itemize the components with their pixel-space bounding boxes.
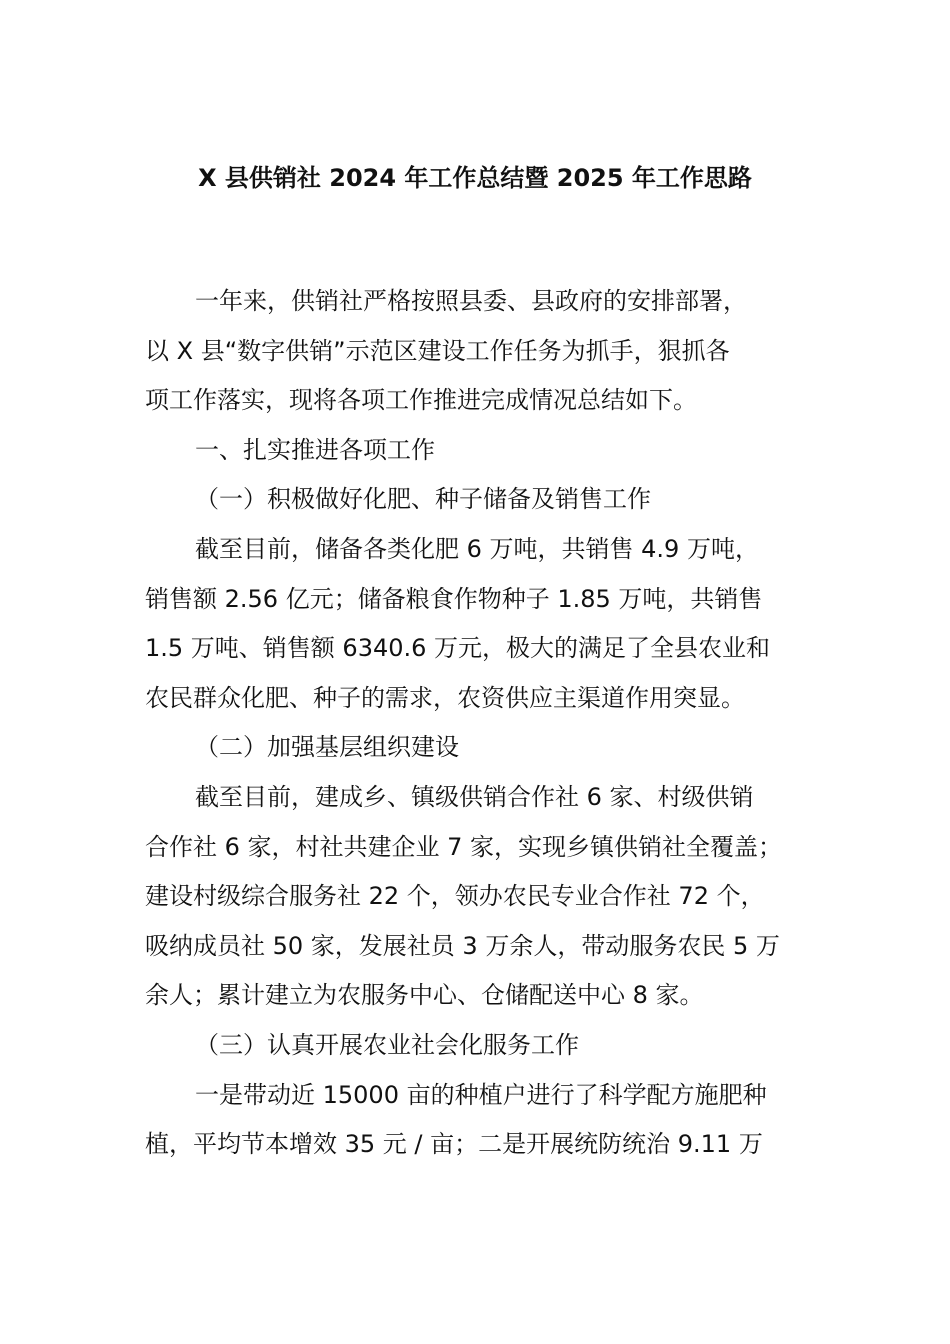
body-line-2: 以 X 县“数字供销”示范区建设工作任务为抓手，狠抓各 [145, 336, 730, 365]
document-body [145, 277, 845, 1170]
body-line-14: 吸纳成员社 50 家，发展社员 3 万余人，带动服务农民 5 万 [145, 931, 780, 960]
document-title: X 县供销社 2024 年工作总结暨 2025 年工作思路 [198, 164, 752, 192]
subsection-heading-2: （二）加强基层组织建设 [195, 733, 459, 762]
subsection-heading-3: （三）认真开展农业社会化服务工作 [195, 1030, 579, 1059]
body-line-11: 截至目前，建成乡、镇级供销合作社 6 家、村级供销 [195, 782, 754, 811]
body-line-18: 植，平均节本增效 35 元 / 亩；二是开展统防统治 9.11 万 [145, 1130, 763, 1159]
body-line-8: 1.5 万吨、销售额 6340.6 万元，极大的满足了全县农业和 [145, 634, 771, 663]
body-line-13: 建设村级综合服务社 22 个，领办农民专业合作社 72 个， [145, 882, 765, 911]
body-line-1: 一年来，供销社严格按照县委、县政府的安排部署， [195, 287, 747, 315]
section-heading-1: 一、扎实推进各项工作 [195, 435, 435, 464]
body-line-6: 截至目前，储备各类化肥 6 万吨，共销售 4.9 万吨， [195, 534, 759, 563]
body-line-9: 农民群众化肥、种子的需求，农资供应主渠道作用突显。 [145, 683, 745, 712]
body-line-7: 销售额 2.56 亿元；储备粮食作物种子 1.85 万吨，共销售 [145, 584, 763, 613]
body-line-3: 项工作落实，现将各项工作推进完成情况总结如下。 [145, 386, 697, 415]
body-line-17: 一是带动近 15000 亩的种植户进行了科学配方施肥种 [195, 1080, 767, 1109]
body-line-12: 合作社 6 家，村社共建企业 7 家，实现乡镇供销社全覆盖； [145, 832, 783, 861]
body-line-15: 余人；累计建立为农服务中心、仓储配送中心 8 家。 [145, 981, 704, 1010]
subsection-heading-1: （一）积极做好化肥、种子储备及销售工作 [195, 485, 651, 514]
